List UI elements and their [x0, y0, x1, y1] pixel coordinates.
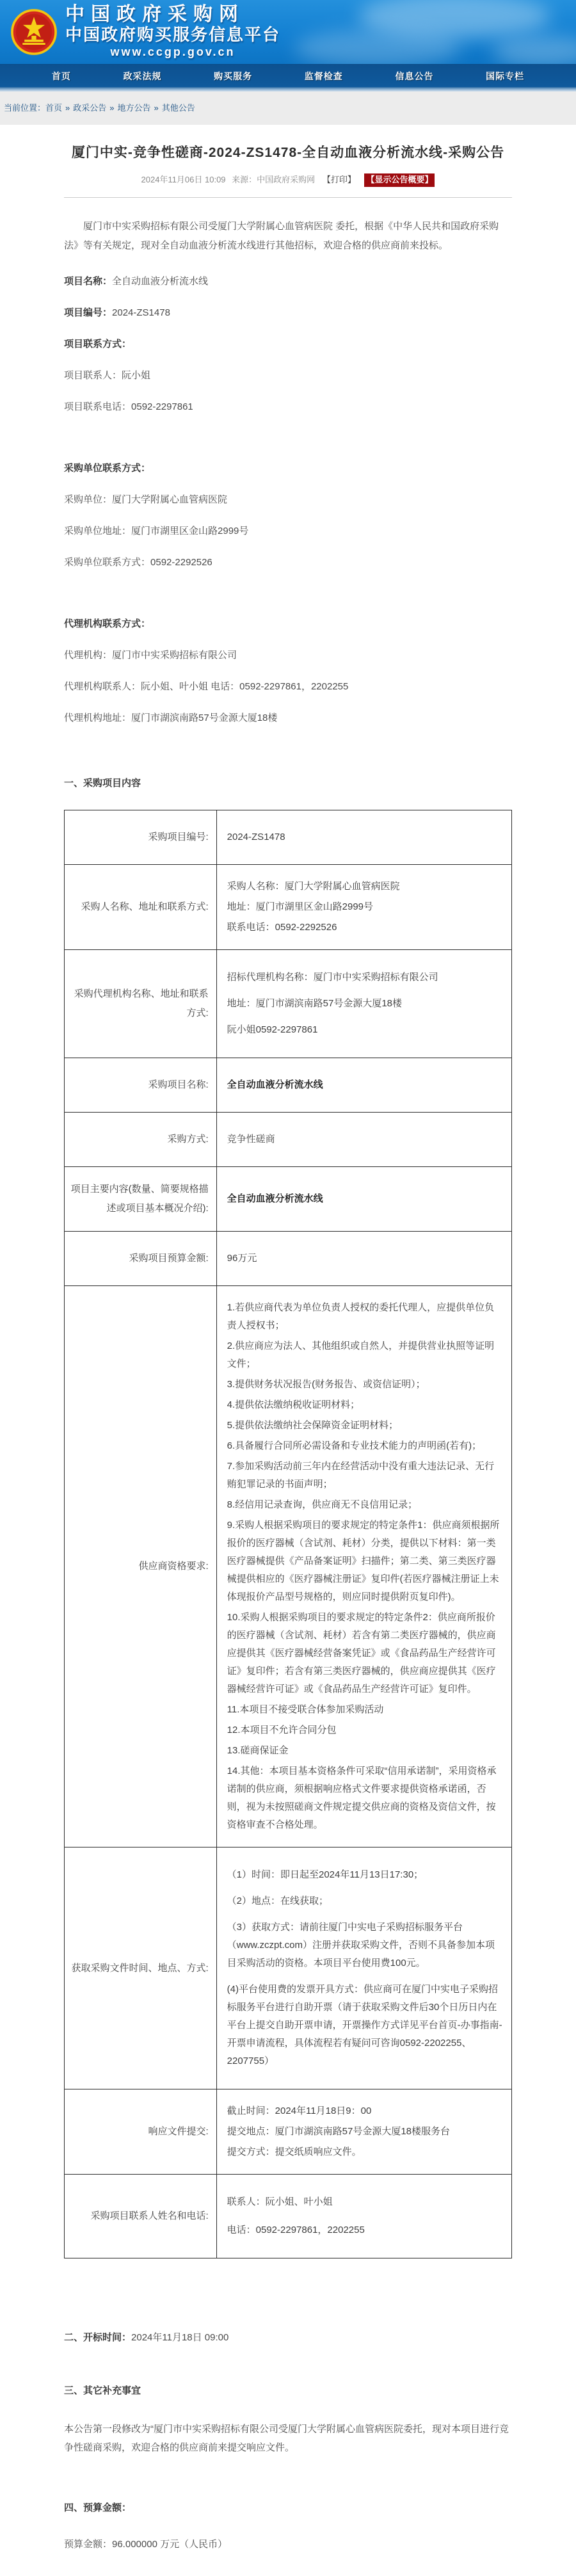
info-label: 采购单位地址： — [64, 526, 132, 536]
info-label: 代理机构联系方式： — [64, 618, 151, 629]
info-value: 0592-2297861 — [131, 401, 193, 412]
table-value-line: 2024-ZS1478 — [227, 832, 285, 842]
table-value-line: 提交方式：提交纸质响应文件。 — [227, 2146, 362, 2157]
article-meta — [64, 173, 512, 187]
info-value: 厦门市湖滨南路57号金源大厦18楼 — [131, 712, 278, 723]
info-label: 项目联系方式： — [64, 339, 132, 350]
table-row-label: 供应商资格要求: — [65, 1286, 217, 1847]
table-value-line: 9.采购人根据采购项目的要求规定的特定条件1：供应商须根据所报价的医疗器械（含试剂、耗材）分类，提供以下材料：第一类医疗器械提供《产品备案证明》扫描件；第二类、第三类医疗器械提供相应的《医疗器械注册证》复印件(若医疗器械注册证上未体现报价产品型号规格的，则应同时提供附页复印件)。 — [227, 1520, 500, 1602]
nav-item-6[interactable]: 国际专栏 — [486, 70, 525, 81]
section2-heading: 二、开标时间： — [64, 2332, 132, 2343]
table-row-value — [216, 1232, 511, 1286]
article-content — [0, 144, 576, 2576]
section3-body: 本公告第一段修改为“厦门市中实采购招标有限公司受厦门大学附属心血管病医院委托，现对本项目进行竞争性磋商采购，欢迎合格的供应商前来提交响应文件。 — [64, 2424, 509, 2453]
table-row — [65, 1286, 512, 1847]
info-value: 阮小姐 — [122, 370, 151, 381]
table-row — [65, 2089, 512, 2175]
info-label: 采购单位联系方式： — [64, 463, 151, 474]
info-label: 代理机构地址： — [64, 712, 132, 723]
table-row-value — [216, 865, 511, 950]
breadcrumb-item-2[interactable]: 政采公告 — [73, 103, 107, 113]
breadcrumb-separator: » — [109, 103, 115, 113]
table-value-line: (4)平台使用费的发票开具方式：供应商可在厦门中实电子采购招标服务平台进行自助开票（请于获取采购文件后30个日历日内在平台上提交自助开票申请，开票操作方式详见平台首页-办事指南-开票申请流程，具体流程若有疑问可咨询0592-2202255、2207755） — [227, 1984, 502, 2066]
table-value-line: 联系人：阮小姐、叶小姐 — [227, 2196, 333, 2207]
breadcrumb-item-1[interactable]: 首页 — [45, 103, 63, 113]
table-row-label: 采购项目编号: — [65, 810, 217, 865]
section1-heading: 一、采购项目内容 — [64, 778, 141, 789]
info-line — [64, 619, 512, 629]
section4-heading: 四、预算金额： — [64, 2502, 132, 2513]
info-line — [64, 371, 512, 381]
table-row-label: 采购项目联系人姓名和电话: — [65, 2175, 217, 2258]
table-row — [65, 950, 512, 1058]
info-line — [64, 463, 512, 474]
table-value-line: 联系电话：0592-2292526 — [227, 922, 337, 933]
cloud-decoration — [294, 29, 461, 64]
table-row-label: 采购人名称、地址和联系方式: — [65, 865, 217, 950]
info-line — [64, 682, 512, 692]
header-titles — [65, 4, 280, 60]
info-value: 厦门市湖里区金山路2999号 — [131, 526, 249, 536]
table-row-value — [216, 810, 511, 865]
info-line — [64, 277, 512, 287]
info-line — [64, 526, 512, 536]
table-value-line: 全自动血液分析流水线 — [227, 1193, 323, 1204]
table-row — [65, 1167, 512, 1232]
table-row-value — [216, 1847, 511, 2089]
table-row — [65, 2175, 512, 2258]
table-value-line: 11.本项目不接受联合体参加采购活动 — [227, 1704, 384, 1715]
info-label: 采购单位联系方式： — [64, 557, 151, 568]
info-label: 项目名称： — [64, 276, 113, 287]
table-value-line: （3）获取方式：请前往厦门中实电子采购招标服务平台（www.zczpt.com）注册并获取采购文件，否则不具备参加本项目采购活动的资格。本项目平台使用费100元。 — [227, 1922, 495, 1968]
table-row-value — [216, 950, 511, 1058]
table-row-label: 采购方式: — [65, 1113, 217, 1167]
info-value: 厦门市中实采购招标有限公司 — [112, 650, 237, 661]
site-subtitle: 中国政府购买服务信息平台 — [65, 25, 281, 44]
table-value-line: 2.供应商应为法人、其他组织或自然人，并提供营业执照等证明文件； — [227, 1340, 495, 1369]
table-row — [65, 1847, 512, 2089]
table-row-label: 采购项目名称: — [65, 1058, 217, 1113]
table-value-line: 阮小姐0592-2297861 — [227, 1024, 318, 1035]
table-row-label: 采购项目预算金额: — [65, 1232, 217, 1286]
table-row-value — [216, 1286, 511, 1847]
national-emblem-logo[interactable] — [10, 8, 58, 56]
breadcrumb-separator: » — [154, 103, 159, 113]
info-line — [64, 308, 512, 318]
table-value-line: 提交地点：厦门市湖滨南路57号金源大厦18楼服务台 — [227, 2126, 451, 2137]
table-value-line: （1）时间：即日起至2024年11月13日17:30； — [227, 1869, 424, 1880]
table-row-label: 采购代理机构名称、地址和联系方式: — [65, 950, 217, 1058]
table-row-value — [216, 1167, 511, 1232]
site-title: 中国政府采购网 — [65, 4, 244, 25]
page-title: 厦门中实-竞争性磋商-2024-ZS1478-全自动血液分析流水线-采购公告 — [71, 145, 505, 160]
cloud-decoration — [493, 35, 576, 64]
nav-item-4[interactable]: 监督检查 — [304, 70, 343, 81]
info-line — [64, 558, 512, 568]
open-time-value: 2024年11月18日 09:00 — [131, 2332, 229, 2343]
info-value: 全自动血液分析流水线 — [112, 276, 209, 287]
table-row-value — [216, 1113, 511, 1167]
info-label: 代理机构： — [64, 650, 113, 661]
print-button[interactable]: 【打印】 — [322, 175, 356, 184]
table-value-line: 6.具备履行合同所必需设备和专业技术能力的声明函(若有)； — [227, 1440, 482, 1451]
info-line — [64, 650, 512, 661]
table-value-line: 12.本项目不允许合同分包 — [227, 1725, 337, 1735]
table-row-label: 项目主要内容(数量、简要规格描述或项目基本概况介绍): — [65, 1167, 217, 1232]
table-row-value — [216, 2089, 511, 2175]
table-value-line: 1.若供应商代表为单位负责人授权的委托代理人，应提供单位负责人授权书； — [227, 1302, 495, 1331]
info-value: 厦门大学附属心血管病医院 — [112, 494, 228, 505]
table-row-value — [216, 2175, 511, 2258]
info-value: 阮小姐、叶小姐 电话：0592-2297861，2202255 — [141, 681, 349, 692]
table-value-line: 96万元 — [227, 1253, 257, 1264]
divider — [64, 197, 512, 198]
table-value-line: 地址：厦门市湖里区金山路2999号 — [227, 901, 374, 912]
table-row — [65, 1232, 512, 1286]
table-value-line: 电话：0592-2297861，2202255 — [227, 2225, 365, 2235]
publish-date: 2024年11月06日 10:09 — [141, 175, 226, 184]
table-value-line: 地址：厦门市湖滨南路57号金源大厦18楼 — [227, 998, 403, 1009]
info-label: 采购单位： — [64, 494, 113, 505]
breadcrumb-item-4[interactable]: 其他公告 — [161, 103, 195, 113]
source-label: 来源：中国政府采购网 — [232, 175, 316, 184]
table-value-line: 招标代理机构名称：厦门市中实采购招标有限公司 — [227, 972, 438, 983]
table-row — [65, 1058, 512, 1113]
table-value-line: 采购人名称：厦门大学附属心血管病医院 — [227, 881, 400, 892]
table-value-line: 14.其他：本项目基本资格条件可采取“信用承诺制”，采用资格承诺制的供应商，须根据响应格式文件要求提供资格承诺函，否则，视为未按照磋商文件规定提交供应商的资格及资信文件，按资格审查不合格处理。 — [227, 1766, 497, 1830]
info-value: 2024-ZS1478 — [112, 307, 170, 318]
info-value: 0592-2292526 — [150, 557, 212, 568]
table-value-line: 竞争性磋商 — [227, 1134, 275, 1145]
nav-item-5[interactable]: 信息公告 — [395, 70, 434, 81]
breadcrumb-item-3[interactable]: 地方公告 — [117, 103, 151, 113]
table-value-line: 8.经信用记录查询，供应商无不良信用记录； — [227, 1499, 418, 1510]
budget-amount: 预算金额：96.000000 万元（人民币） — [64, 2539, 228, 2550]
table-value-line: 7.参加采购活动前三年内在经营活动中没有重大违法记录、无行贿犯罪记录的书面声明； — [227, 1461, 495, 1490]
info-line — [64, 495, 512, 505]
section3-heading: 三、其它补充事宜 — [64, 2385, 141, 2396]
table-value-line: 3.提供财务状况报告(财务报告、或资信证明）； — [227, 1379, 426, 1390]
site-header — [0, 0, 576, 64]
info-label: 项目联系电话： — [64, 401, 132, 412]
table-value-line: 全自动血液分析流水线 — [227, 1079, 323, 1090]
info-line — [64, 402, 512, 412]
table-value-line: （2）地点：在线获取； — [227, 1896, 328, 1906]
info-line — [64, 339, 512, 350]
open-time-line — [64, 2330, 512, 2344]
breadcrumb-separator: » — [65, 103, 70, 113]
table-value-line: 13.磋商保证金 — [227, 1745, 289, 1756]
show-summary-button[interactable]: 【显示公告概要】 — [364, 173, 435, 187]
table-row — [65, 865, 512, 950]
table-row-label: 响应文件提交: — [65, 2089, 217, 2175]
table-row — [65, 810, 512, 865]
table-row-value — [216, 1058, 511, 1113]
nav-item-1[interactable]: 首页 — [51, 70, 71, 81]
site-url: www.ccgp.gov.cn — [110, 45, 236, 58]
info-label: 项目编号： — [64, 307, 113, 318]
info-line — [64, 713, 512, 723]
breadcrumb — [0, 92, 576, 125]
table-value-line: 10.采购人根据采购项目的要求规定的特定条件2：供应商所报价的医疗器械（含试剂、耗材）若含有第二类医疗器械的，供应商应提供其《医疗器械经营备案凭证》或《食品药品生产经营许可证》复印件；若含有第三类医疗器械的，供应商应提供其《医疗器械经营许可证》或《食品药品生产经营许可证》复印件。 — [227, 1612, 496, 1695]
table-row — [65, 1113, 512, 1167]
intro-paragraph: 厦门市中实采购招标有限公司受厦门大学附属心血管病医院 委托，根据《中华人民共和国政府采购法》等有关规定，现对全自动血液分析流水线进行其他招标，欢迎合格的供应商前来投标。 — [64, 221, 499, 251]
project-info-lines — [64, 277, 512, 723]
info-label: 项目联系人： — [64, 370, 122, 381]
table-value-line: 5.提供依法缴纳社会保障资金证明材料； — [227, 1420, 399, 1431]
table-row-label: 获取采购文件时间、地点、方式: — [65, 1847, 217, 2089]
main-nav — [0, 64, 576, 87]
table-value-line: 截止时间：2024年11月18日9：00 — [227, 2105, 372, 2116]
procurement-table — [64, 810, 512, 2258]
info-label: 代理机构联系人： — [64, 681, 141, 692]
table-value-line: 4.提供依法缴纳税收证明材料； — [227, 1399, 360, 1410]
breadcrumb-label: 当前位置： — [4, 103, 46, 113]
nav-item-3[interactable]: 购买服务 — [214, 70, 253, 81]
nav-item-2[interactable]: 政采法规 — [123, 70, 162, 81]
divider — [0, 87, 576, 92]
